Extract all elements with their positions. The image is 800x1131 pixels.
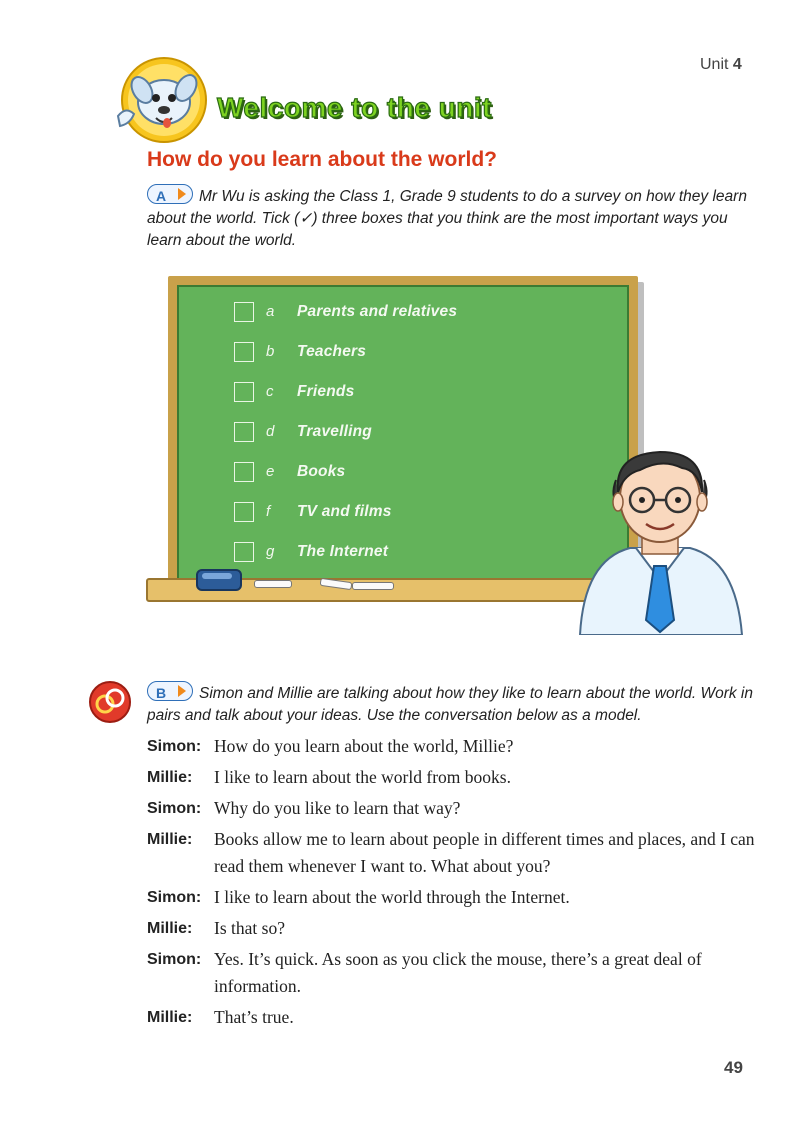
tick-box[interactable] xyxy=(234,382,254,402)
dog-mascot-icon xyxy=(112,56,212,146)
survey-option xyxy=(232,540,592,564)
unit-label xyxy=(700,56,742,74)
speaker-name: Simon: xyxy=(147,800,202,817)
option-letter: b xyxy=(266,343,275,360)
dialogue-line xyxy=(147,826,757,880)
part-a-badge-letter: A xyxy=(156,188,167,204)
option-letter: e xyxy=(266,463,275,480)
part-b-badge-letter: B xyxy=(156,685,167,701)
survey-option xyxy=(232,340,592,364)
dialogue-line xyxy=(147,1004,757,1031)
eraser-icon xyxy=(196,569,242,591)
dialogue-text: That’s true. xyxy=(214,1007,294,1027)
tick-box[interactable] xyxy=(234,342,254,362)
play-triangle-icon xyxy=(178,685,186,697)
dialogue-line xyxy=(147,884,757,911)
option-text: TV and films xyxy=(297,503,392,520)
option-letter: a xyxy=(266,303,275,320)
dialogue-text: I like to learn about the world from books. xyxy=(214,767,511,787)
speaker-name: Millie: xyxy=(147,920,193,937)
speaker-name: Simon: xyxy=(147,738,202,755)
tick-box[interactable] xyxy=(234,462,254,482)
dialogue-text: Books allow me to learn about people in different times and places, and I can read them whenever I want to. What about you? xyxy=(214,829,755,876)
speaker-name: Millie: xyxy=(147,831,193,848)
tick-box[interactable] xyxy=(234,542,254,562)
part-a-instruction-text: Mr Wu is asking the Class 1, Grade 9 students to do a survey on how they learn about the world. Tick (✓) three boxes that you think are the most important ways you learn about the world. xyxy=(147,188,747,249)
play-triangle-icon xyxy=(178,188,186,200)
dialogue-text: Why do you like to learn that way? xyxy=(214,798,461,818)
speaker-name: Millie: xyxy=(147,1009,193,1026)
survey-option xyxy=(232,500,592,524)
teacher-illustration-icon xyxy=(570,440,750,635)
dialogue xyxy=(147,733,757,1035)
speaker-name: Simon: xyxy=(147,951,202,968)
part-b-instruction xyxy=(147,681,757,727)
option-text: The Internet xyxy=(297,543,389,560)
dialogue-text: I like to learn about the world through the Internet. xyxy=(214,887,570,907)
speaker-name: Simon: xyxy=(147,889,202,906)
chalk-icon xyxy=(352,582,394,590)
tick-box[interactable] xyxy=(234,422,254,442)
option-text: Parents and relatives xyxy=(297,303,458,320)
tick-box[interactable] xyxy=(234,502,254,522)
option-letter: c xyxy=(266,383,274,400)
option-text: Teachers xyxy=(297,343,367,360)
dialogue-text: Is that so? xyxy=(214,918,285,938)
part-a-instruction xyxy=(147,184,747,252)
option-letter: d xyxy=(266,423,275,440)
unit-number: 4 xyxy=(732,56,742,73)
dialogue-line xyxy=(147,946,757,1000)
dialogue-line xyxy=(147,795,757,822)
pair-work-icon xyxy=(88,680,132,724)
speaker-name: Millie: xyxy=(147,769,193,786)
survey-option xyxy=(232,460,592,484)
option-text: Travelling xyxy=(297,423,372,440)
survey-option xyxy=(232,300,592,324)
chalk-icon xyxy=(254,580,292,588)
dialogue-line xyxy=(147,915,757,942)
page-number: 49 xyxy=(724,1058,743,1077)
section-title: How do you learn about the world? xyxy=(147,148,497,171)
survey-option xyxy=(232,380,592,404)
welcome-title: Welcome to the unit xyxy=(217,92,492,123)
survey-option xyxy=(232,420,592,444)
option-letter: f xyxy=(266,503,271,520)
part-b-badge xyxy=(147,681,193,701)
option-text: Books xyxy=(297,463,346,480)
part-a-badge xyxy=(147,184,193,204)
dialogue-line xyxy=(147,764,757,791)
dialogue-line xyxy=(147,733,757,760)
part-b-instruction-text: Simon and Millie are talking about how they like to learn about the world. Work in pairs and talk about your ideas. Use the conversation below as a model. xyxy=(147,685,753,724)
dialogue-text: Yes. It’s quick. As soon as you click the mouse, there’s a great deal of information. xyxy=(214,949,702,996)
dialogue-text: How do you learn about the world, Millie? xyxy=(214,736,514,756)
unit-label-text: Unit xyxy=(700,56,729,73)
option-text: Friends xyxy=(297,383,355,400)
tick-box[interactable] xyxy=(234,302,254,322)
option-letter: g xyxy=(266,543,275,560)
